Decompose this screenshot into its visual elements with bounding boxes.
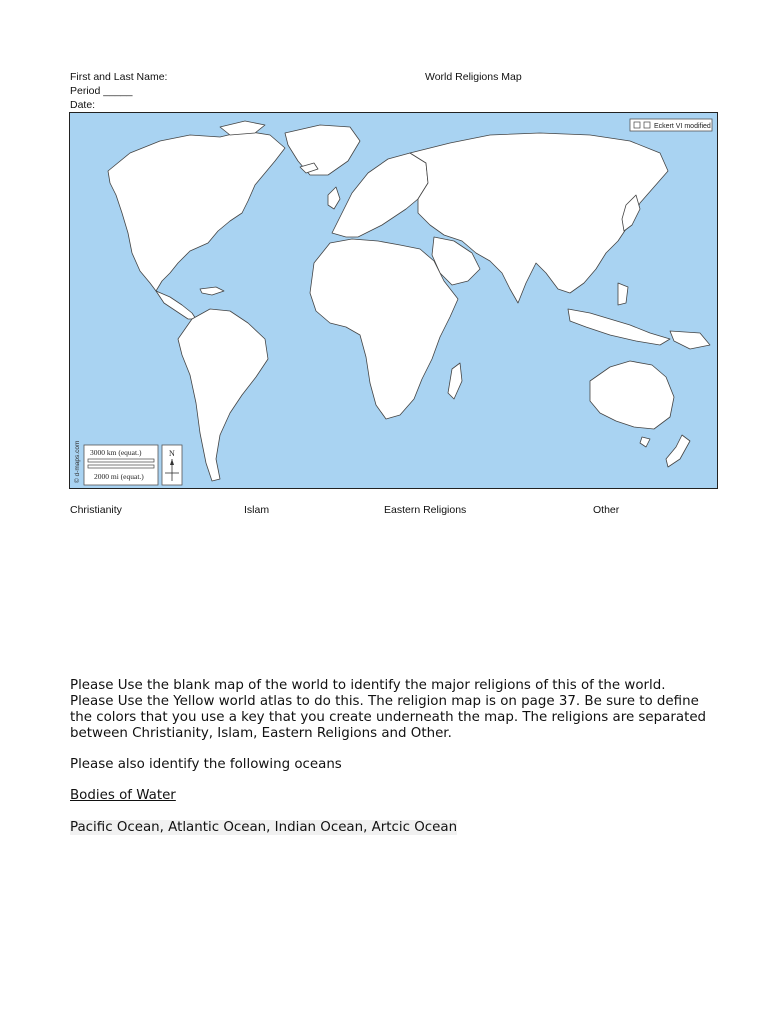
bodies-of-water-heading xyxy=(70,788,710,804)
name-label: First and Last Name: xyxy=(70,71,168,83)
category-other: Other xyxy=(593,504,620,516)
scale-mi-label: 2000 mi (equat.) xyxy=(94,472,144,481)
bodies-of-water-heading-text: Bodies of Water xyxy=(70,788,176,803)
world-map xyxy=(69,112,718,489)
oceans-list-text: Pacific Ocean, Atlantic Ocean, Indian Ocean, Artcic Ocean xyxy=(70,820,458,835)
projection-badge-text: Eckert VI modified xyxy=(654,123,711,130)
north-label: N xyxy=(169,449,175,458)
scale-bar xyxy=(84,445,158,485)
oceans-intro: Please also identify the following oceans xyxy=(70,757,342,772)
philippines xyxy=(618,283,628,305)
page-title: World Religions Map xyxy=(425,71,522,83)
category-islam: Islam xyxy=(244,504,270,516)
scale-km-label: 3000 km (equat.) xyxy=(90,448,142,457)
category-eastern-religions: Eastern Religions xyxy=(384,504,467,516)
date-label: Date: xyxy=(70,99,96,111)
instructions-paragraph: Please Use the blank map of the world to identify the major religions of this of the world. Please Use the Yellow world atlas to do this. The religion map is on page 37. Be sure to define the colors that you use a key that you create underneath the map. The religions are separated between Christianity, Islam, Eastern Religions and Other. xyxy=(70,678,707,741)
world-map-svg xyxy=(70,113,718,489)
map-credit: © d-maps.com xyxy=(74,440,81,483)
oceans-list xyxy=(70,820,710,836)
period-label: Period _____ xyxy=(70,85,133,97)
north-arrow-icon xyxy=(162,445,182,485)
category-christianity: Christianity xyxy=(70,504,122,516)
projection-badge xyxy=(630,119,712,131)
